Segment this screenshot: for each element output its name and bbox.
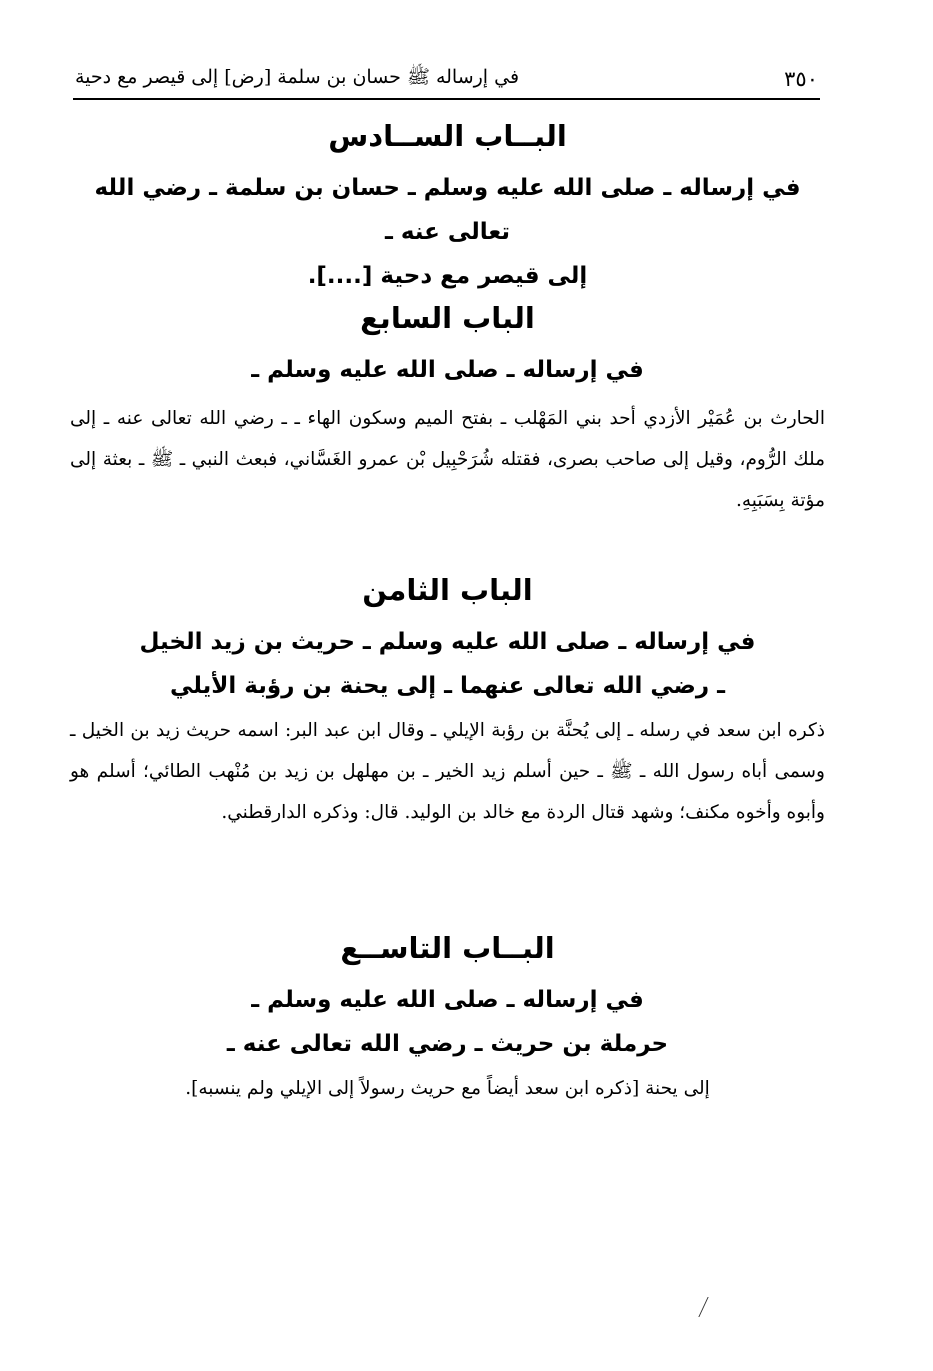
running-head <box>75 62 818 96</box>
chapter-7 <box>70 296 825 521</box>
chapter-8 <box>70 568 825 833</box>
chapter-subtitle-line: في إرساله ـ صلى الله عليه وسلم ـ <box>251 357 644 383</box>
chapter-subtitle-line: إلى قيصر مع دحية [....]. <box>307 263 588 289</box>
chapter-6 <box>70 114 825 298</box>
chapter-title: البــاب الســادس <box>328 119 567 153</box>
chapter-subtitle-line: في إرساله ـ صلى الله عليه وسلم ـ <box>251 987 644 1013</box>
chapter-subtitle-line: في إرساله ـ صلى الله عليه وسلم ـ حريث بن زيد الخيل <box>139 629 756 655</box>
chapter-paragraph: ذكره ابن سعد في رسله ـ إلى يُحنَّة بن رؤبة الإيلي ـ وقال ابن عبد البر: اسمه حريث زيد بن الخيل ـ وسمى أباه رسول الله ـ ﷺ ـ حين أسلم زيد الخير ـ بن مهلهل بن زيد بن مُنْهب الطائي؛ أسلم هو وأبوه وأخوه مكنف؛ وشهد قتال الردة مع خالد بن الوليد. قال: وذكره الدارقطني. <box>70 720 825 823</box>
chapter-title: البــاب التاســع <box>340 931 555 965</box>
chapter-subtitle-line: في إرساله ـ صلى الله عليه وسلم ـ حسان بن سلمة ـ رضي الله تعالى عنه ـ <box>94 175 801 245</box>
chapter-title: الباب الثامن <box>362 573 533 607</box>
chapter-subtitle-line: حرملة بن حريث ـ رضي الله تعالى عنه ـ <box>226 1031 669 1057</box>
page-number: ٣٥٠ <box>784 67 818 91</box>
chapter-9 <box>70 926 825 1109</box>
header-rule <box>73 98 820 100</box>
chapter-paragraph: إلى يحنة [ذكره ابن سعد أيضاً مع حريث رسولاً إلى الإيلي ولم ينسبه]. <box>185 1078 710 1099</box>
scan-mark <box>698 1297 720 1317</box>
chapter-title: الباب السابع <box>360 301 535 335</box>
chapter-paragraph: الحارث بن عُمَيْر الأزدي أحد بني المَهْلب ـ بفتح الميم وسكون الهاء ـ ـ رضي الله تعالى عنه ـ إلى ملك الرُّوم، وقيل إلى صاحب بصرى، فقتله شُرَحْبِيل بْن عمرو الغَسَّاني، فبعث النبي ـ ﷺ ـ بعثة إلى مؤتة بِسَبَبِهِ. <box>70 408 825 511</box>
running-title: في إرساله ﷺ حسان بن سلمة [رض] إلى قيصر مع دحية <box>75 66 520 88</box>
chapter-subtitle-line: ـ رضي الله تعالى عنهما ـ إلى يحنة بن رؤبة الأيلي <box>170 673 725 699</box>
